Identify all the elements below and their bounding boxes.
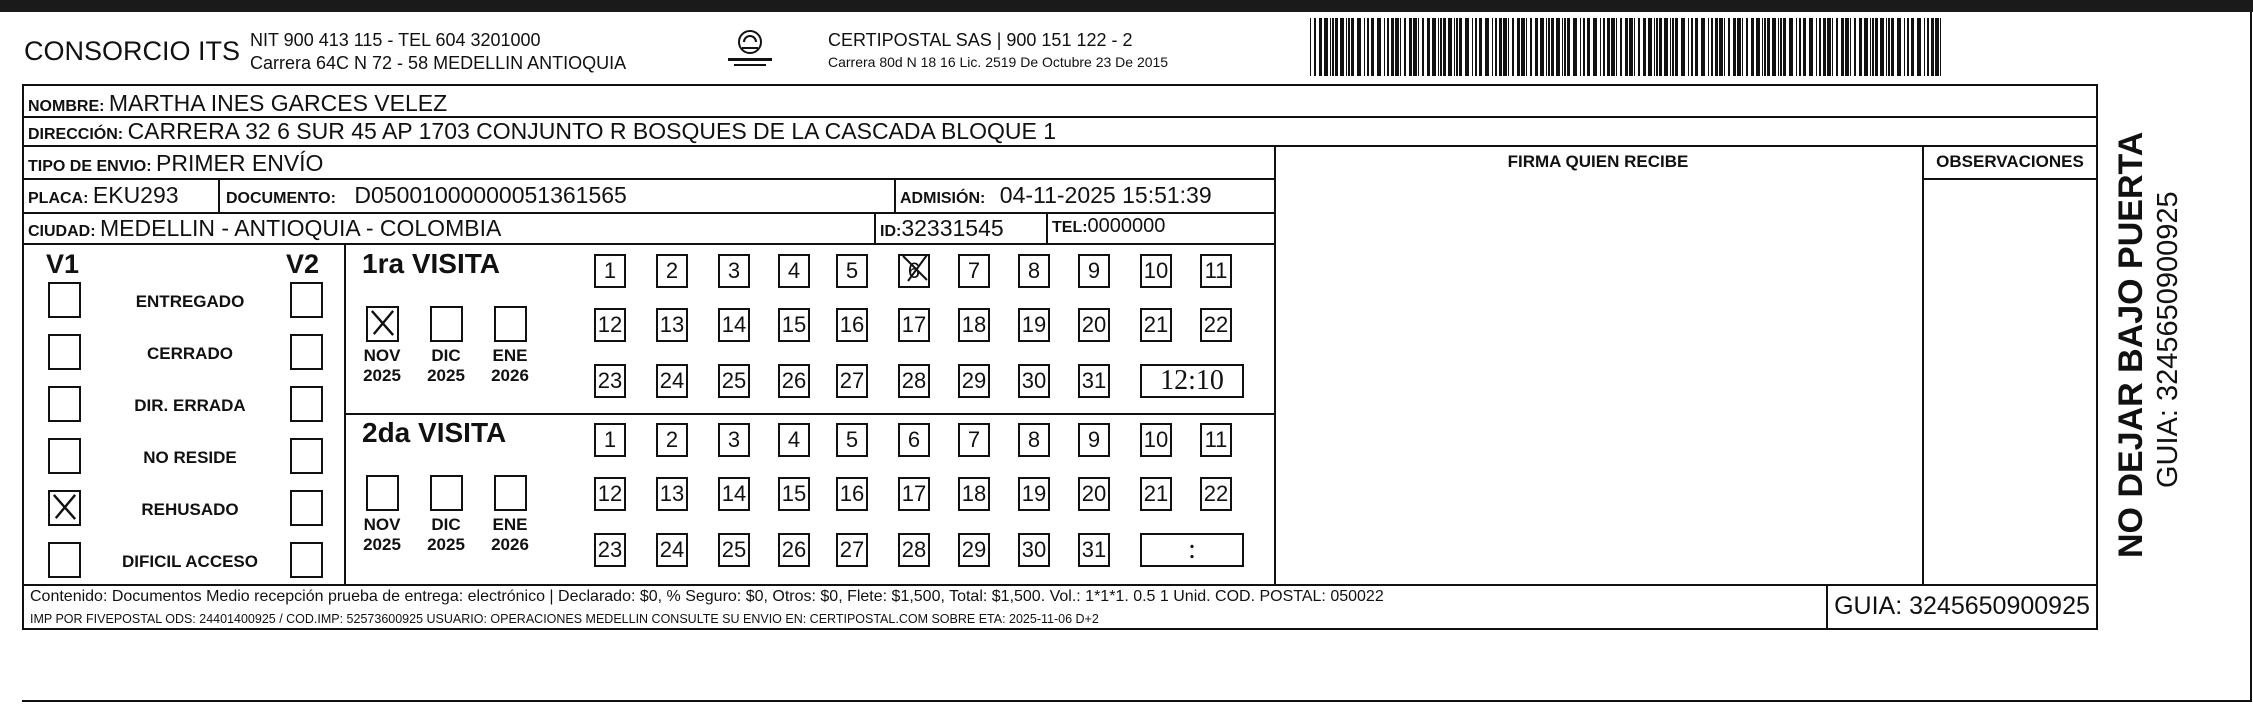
barcode-bar (1593, 18, 1597, 76)
day-box[interactable]: 16 (836, 477, 868, 511)
day-box[interactable]: 21 (1140, 477, 1172, 511)
day-box[interactable]: 8 (1018, 254, 1050, 288)
day-box[interactable]: 2 (656, 254, 688, 288)
barcode-bar (1340, 18, 1344, 76)
day-box[interactable]: 31 (1078, 533, 1110, 567)
day-box[interactable]: 30 (1018, 533, 1050, 567)
barcode-bar (1567, 18, 1570, 76)
status-label: CERRADO (147, 344, 233, 363)
month-name: ENE (492, 515, 528, 534)
barcode-bar (1377, 18, 1381, 76)
day-box[interactable]: 8 (1018, 423, 1050, 457)
side-guia: GUIA: 3245650900925 (2152, 191, 2184, 488)
barcode-bar (1816, 18, 1817, 76)
barcode-bar (1931, 18, 1934, 76)
barcode-bar (1616, 18, 1617, 76)
observations-area[interactable] (1926, 180, 2094, 580)
name-row (28, 90, 447, 117)
month-checkbox[interactable] (366, 306, 399, 342)
day-box[interactable]: 20 (1078, 477, 1110, 511)
barcode-bar (1485, 18, 1489, 76)
day-box[interactable]: 25 (718, 364, 750, 398)
barcode-bar (1809, 18, 1813, 76)
day-box[interactable]: 16 (836, 308, 868, 342)
recipient-tel: 0000000 (1087, 215, 1166, 237)
barcode-bar (1850, 18, 1851, 76)
barcode-bar (1859, 18, 1862, 76)
barcode-bar (1314, 18, 1316, 76)
barcode-bar (1715, 18, 1718, 76)
v1-checkbox[interactable] (48, 282, 81, 318)
v2-label: V2 (286, 249, 320, 279)
barcode-bar (1870, 18, 1871, 76)
day-box[interactable]: 25 (718, 533, 750, 567)
barcode-bar (1512, 18, 1514, 76)
barcode-bar (1384, 18, 1385, 76)
day-box[interactable]: 9 (1078, 423, 1110, 457)
month-checkbox[interactable] (430, 475, 463, 511)
imp-line: IMP POR FIVEPOSTAL ODS: 24401400925 / COD.IMP: 52573600925 USUARIO: OPERACIONES MEDELLIN CONSULTE SU ENVIO EN: CERTIPOSTAL.COM SOBRE ETA: 2025-11-06 D+2 (30, 612, 1099, 626)
month-year: 2026 (491, 535, 529, 554)
barcode-bar (1737, 18, 1741, 76)
day-box[interactable]: 12 (594, 477, 626, 511)
barcode-bar (1872, 18, 1874, 76)
day-box[interactable]: 13 (656, 477, 688, 511)
visit-title: 1ra VISITA (362, 248, 500, 279)
month-year: 2025 (363, 366, 401, 385)
barcode-bar (1711, 18, 1713, 76)
barcode-bar (1935, 18, 1939, 76)
barcode-bar (1629, 18, 1633, 76)
barcode-bar (1751, 18, 1754, 76)
barcode-bar (1475, 18, 1477, 76)
barcode-bar (1789, 18, 1793, 76)
barcode-bar (1319, 18, 1322, 76)
barcode-bar (1440, 18, 1442, 76)
barcode-bar (1911, 18, 1914, 76)
barcode-bar (1675, 18, 1678, 76)
ship-type: PRIMER ENVÍO (156, 150, 324, 176)
barcode-bar (1580, 18, 1581, 76)
name-label: NOMBRE: (28, 98, 105, 115)
day-box[interactable]: 3 (718, 254, 750, 288)
status-label: REHUSADO (141, 500, 239, 519)
day-box[interactable]: 3 (718, 423, 750, 457)
day-box[interactable]: 7 (958, 254, 990, 288)
barcode-bar (1917, 18, 1921, 76)
barcode-bar (1556, 18, 1560, 76)
barcode-bar (1535, 18, 1538, 76)
barcode-bar (1672, 18, 1674, 76)
barcode-bar (1803, 18, 1806, 76)
document-row (226, 182, 627, 209)
v1-checkbox[interactable] (48, 542, 81, 578)
certipostal-logo (720, 28, 780, 70)
v2-checkbox[interactable] (290, 334, 323, 370)
day-box[interactable]: 14 (718, 308, 750, 342)
barcode-bar (1746, 18, 1748, 76)
barcode-bar (1503, 18, 1507, 76)
recipient-id: 32331545 (901, 215, 1004, 241)
barcode-bar (1611, 18, 1615, 76)
day-box[interactable]: 29 (958, 364, 990, 398)
barcode-bar (1940, 18, 1941, 76)
id-row (880, 215, 1004, 242)
barcode-bar (1583, 18, 1585, 76)
day-box[interactable]: 29 (958, 533, 990, 567)
barcode-bar (1819, 18, 1821, 76)
company-nit: NIT 900 413 115 - TEL 604 3201000 (250, 30, 541, 50)
barcode-bar (1548, 18, 1550, 76)
barcode-bar (1587, 18, 1590, 76)
month-label (422, 515, 470, 555)
day-box[interactable]: 7 (958, 423, 990, 457)
plate-label: PLACA: (28, 190, 89, 207)
barcode-bar (1924, 18, 1925, 76)
barcode-bar (1772, 18, 1776, 76)
barcode-bar (1648, 18, 1652, 76)
status-label: DIR. ERRADA (134, 396, 246, 415)
barcode-bar (1733, 18, 1736, 76)
day-box[interactable]: 15 (778, 308, 810, 342)
barcode-bar (1875, 18, 1878, 76)
day-box[interactable]: 20 (1078, 308, 1110, 342)
day-box[interactable]: 18 (958, 308, 990, 342)
barcode-bar (1827, 18, 1831, 76)
barcode-bar (1395, 18, 1399, 76)
day-box[interactable]: 22 (1200, 308, 1232, 342)
barcode-bar (1634, 18, 1635, 76)
day-box[interactable]: 11 (1200, 423, 1232, 457)
barcode-bar (1310, 18, 1311, 76)
day-box[interactable]: 21 (1140, 308, 1172, 342)
barcode-bar (1348, 18, 1350, 76)
month-year: 2026 (491, 366, 529, 385)
day-box[interactable]: 26 (778, 364, 810, 398)
barcode-bar (1688, 18, 1689, 76)
month-name: DIC (431, 346, 461, 365)
barcode-bar (1413, 18, 1417, 76)
footer-guia: GUIA: 3245650900925 (1834, 592, 2090, 620)
barcode-bar (1357, 18, 1361, 76)
barcode-bar (1904, 18, 1905, 76)
address-label: DIRECCIÓN: (28, 126, 124, 143)
ship-type-label: TIPO DE ENVIO: (28, 158, 152, 175)
barcode-bar (1656, 18, 1658, 76)
contents-line: Contenido: Documentos Medio recepción prueba de entrega: electrónico | Declarado: $0, % Seguro: $0, Otros: $0, Flete: $1,500, Total: $1,500. Vol.: 1*1*1. 0.5 1 Unid. COD. POSTAL: 050022 (30, 588, 1384, 605)
barcode-bar (1346, 18, 1347, 76)
tel-row (1052, 215, 1165, 238)
status-label: ENTREGADO (135, 292, 245, 311)
month-label (486, 515, 534, 555)
status-label: NO RESIDE (143, 448, 237, 467)
v2-checkbox[interactable] (290, 542, 323, 578)
barcode-bar (1351, 18, 1354, 76)
v2-checkbox[interactable] (290, 282, 323, 318)
admission-row (900, 182, 1212, 209)
barcode-bar (1443, 18, 1446, 76)
day-box[interactable]: 12 (594, 308, 626, 342)
month-name: NOV (363, 515, 401, 534)
barcode-bar (1409, 18, 1412, 76)
day-box[interactable]: 31 (1078, 364, 1110, 398)
status-label: DIFICIL ACCESO (121, 552, 258, 571)
v2-checkbox[interactable] (290, 386, 323, 422)
day-box[interactable]: 23 (594, 364, 626, 398)
barcode-bar (1526, 18, 1527, 76)
barcode-bar (1625, 18, 1628, 76)
day-box[interactable]: 5 (836, 254, 868, 288)
day-box[interactable]: 22 (1200, 477, 1232, 511)
barcode-bar (1701, 18, 1705, 76)
day-box[interactable]: 10 (1140, 254, 1172, 288)
day-box[interactable]: 28 (898, 533, 930, 567)
day-box[interactable]: 6 (898, 254, 930, 288)
barcode-bar (1897, 18, 1901, 76)
v2-checkbox[interactable] (290, 490, 323, 526)
barcode-bar (1823, 18, 1826, 76)
barcode-bar (1927, 18, 1929, 76)
v1-checkbox[interactable] (48, 438, 81, 474)
barcode-bar (1479, 18, 1482, 76)
barcode-bar (1364, 18, 1365, 76)
barcode-bar (1540, 18, 1544, 76)
barcode-bar (1573, 18, 1577, 76)
recipient-address: CARRERA 32 6 SUR 45 AP 1703 CONJUNTO R BOSQUES DE LA CASCADA BLOQUE 1 (127, 118, 1057, 144)
tel-label: TEL: (1052, 219, 1088, 236)
day-box[interactable]: 30 (1018, 364, 1050, 398)
day-box[interactable]: 6 (898, 423, 930, 457)
barcode-bar (1600, 18, 1601, 76)
day-box[interactable]: 10 (1140, 423, 1172, 457)
barcode-bar (1695, 18, 1698, 76)
month-checkbox[interactable] (494, 306, 527, 342)
observations-header: OBSERVACIONES (1936, 152, 2084, 171)
day-box[interactable]: 19 (1018, 477, 1050, 511)
month-label (358, 515, 406, 555)
day-box[interactable]: 26 (778, 533, 810, 567)
document-label: DOCUMENTO: (226, 190, 336, 207)
barcode-bar (1638, 18, 1640, 76)
month-year: 2025 (363, 535, 401, 554)
barcode-bar (1404, 18, 1406, 76)
admission-label: ADMISIÓN: (900, 190, 986, 207)
barcode-bar (1438, 18, 1439, 76)
barcode-bar (1864, 18, 1868, 76)
barcode-bar (1465, 18, 1469, 76)
month-label (358, 346, 406, 386)
admission-date: 04-11-2025 15:51:39 (999, 182, 1212, 208)
city: MEDELLIN - ANTIOQUIA - COLOMBIA (100, 215, 502, 241)
barcode-bar (1708, 18, 1709, 76)
barcode-bar (1472, 18, 1473, 76)
barcode-bar (1742, 18, 1743, 76)
month-checkbox[interactable] (430, 306, 463, 342)
barcode-bar (1780, 18, 1782, 76)
v1-checkbox[interactable] (48, 386, 81, 422)
barcode-bar (1603, 18, 1605, 76)
barcode-bar (1459, 18, 1462, 76)
barcode-bar (1427, 18, 1430, 76)
barcode-bar (1551, 18, 1554, 76)
barcode-bar (1495, 18, 1497, 76)
day-box[interactable]: 4 (778, 423, 810, 457)
barcode-bar (1643, 18, 1646, 76)
time-box[interactable]: : (1140, 533, 1244, 567)
barcode-bar (1756, 18, 1760, 76)
barcode-bar (1670, 18, 1671, 76)
barcode-bar (1691, 18, 1693, 76)
day-box[interactable]: 19 (1018, 308, 1050, 342)
barcode-bar (1664, 18, 1668, 76)
barcode-bar (1620, 18, 1622, 76)
barcode-bar (1854, 18, 1856, 76)
barcode-bar (1607, 18, 1610, 76)
barcode-bar (1562, 18, 1563, 76)
barcode-bar (1332, 18, 1334, 76)
address-row (28, 118, 1056, 145)
plate: EKU293 (92, 182, 179, 208)
day-box[interactable]: 24 (656, 364, 688, 398)
recipient-name: MARTHA INES GARCES VELEZ (108, 90, 448, 116)
day-box[interactable]: 1 (594, 423, 626, 457)
day-box[interactable]: 13 (656, 308, 688, 342)
barcode-bar (1762, 18, 1763, 76)
city-row (28, 215, 501, 242)
barcode-bar (1907, 18, 1909, 76)
barcode-bar (1767, 18, 1770, 76)
barcode-bar (1530, 18, 1532, 76)
top-bar (0, 0, 2253, 12)
day-box[interactable]: 14 (718, 477, 750, 511)
v1-checkbox[interactable] (48, 334, 81, 370)
day-box[interactable]: 23 (594, 533, 626, 567)
barcode-bar (1400, 18, 1401, 76)
month-name: ENE (492, 346, 528, 365)
barcode-bar (1728, 18, 1730, 76)
barcode-bar (1454, 18, 1455, 76)
barcode-bar (1832, 18, 1833, 76)
barcode-bar (1517, 18, 1520, 76)
day-box[interactable]: 27 (836, 533, 868, 567)
barcode-bar (1880, 18, 1884, 76)
document-number: D05001000000051361565 (354, 182, 627, 208)
barcode-bar (1799, 18, 1801, 76)
signature-header: FIRMA QUIEN RECIBE (1507, 152, 1689, 171)
visit-title: 2da VISITA (362, 417, 507, 448)
day-box[interactable]: 1 (594, 254, 626, 288)
month-year: 2025 (427, 366, 465, 385)
barcode-bar (1324, 18, 1328, 76)
barcode-bar (1841, 18, 1844, 76)
company-name: CONSORCIO ITS (24, 36, 241, 66)
plate-row (28, 182, 179, 209)
month-checkbox[interactable] (366, 475, 399, 511)
barcode-bar (1719, 18, 1723, 76)
barcode-bar (1546, 18, 1547, 76)
month-name: NOV (363, 346, 401, 365)
day-box[interactable]: 27 (836, 364, 868, 398)
city-label: CIUDAD: (28, 223, 96, 240)
barcode-bar (1387, 18, 1389, 76)
barcode-bar (1845, 18, 1849, 76)
barcode-bar (1783, 18, 1786, 76)
barcode-bar (1659, 18, 1662, 76)
barcode-bar (1654, 18, 1655, 76)
barcode-bar (1764, 18, 1766, 76)
barcode-bar (1367, 18, 1369, 76)
v1-label: V1 (46, 249, 80, 279)
month-name: DIC (431, 515, 461, 534)
v2-checkbox[interactable] (290, 438, 323, 474)
month-label (422, 346, 470, 386)
signature-area[interactable] (1280, 180, 1920, 580)
carrier-license: Carrera 80d N 18 16 Lic. 2519 De Octubre 23 De 2015 (828, 54, 1169, 70)
day-box[interactable]: 15 (778, 477, 810, 511)
v1-checkbox[interactable] (48, 490, 81, 526)
barcode-bar (1836, 18, 1838, 76)
day-box[interactable]: 4 (778, 254, 810, 288)
barcode-bar (1778, 18, 1779, 76)
barcode-bar (1681, 18, 1685, 76)
barcode-bar (1391, 18, 1394, 76)
barcode-bar (1422, 18, 1424, 76)
barcode-bar (1456, 18, 1458, 76)
day-box[interactable]: 9 (1078, 254, 1110, 288)
barcode-bar (1724, 18, 1725, 76)
barcode-bar (1796, 18, 1797, 76)
barcode (1310, 18, 1944, 76)
month-label (486, 346, 534, 386)
day-box[interactable]: 17 (898, 477, 930, 511)
barcode-bar (1508, 18, 1509, 76)
barcode-bar (1418, 18, 1419, 76)
day-box[interactable]: 5 (836, 423, 868, 457)
barcode-bar (1888, 18, 1890, 76)
time-box[interactable]: 12:10 (1140, 364, 1244, 398)
barcode-bar (1492, 18, 1493, 76)
day-box[interactable]: 17 (898, 308, 930, 342)
barcode-bar (1886, 18, 1887, 76)
barcode-bar (1432, 18, 1436, 76)
company-address: Carrera 64C N 72 - 58 MEDELLIN ANTIOQUIA (250, 53, 627, 73)
month-year: 2025 (427, 535, 465, 554)
barcode-bar (1521, 18, 1525, 76)
barcode-bar (1564, 18, 1566, 76)
day-box[interactable]: 2 (656, 423, 688, 457)
day-box[interactable]: 24 (656, 533, 688, 567)
barcode-bar (1891, 18, 1894, 76)
barcode-bar (1499, 18, 1502, 76)
barcode-bar (1335, 18, 1338, 76)
day-box[interactable]: 11 (1200, 254, 1232, 288)
day-box[interactable]: 28 (898, 364, 930, 398)
side-warning: NO DEJAR BAJO PUERTA (2112, 131, 2150, 558)
id-label: ID: (880, 223, 902, 240)
month-checkbox[interactable] (494, 475, 527, 511)
day-box[interactable]: 18 (958, 477, 990, 511)
barcode-bar (1371, 18, 1374, 76)
ship-type-row (28, 150, 323, 177)
barcode-bar (1330, 18, 1331, 76)
carrier-name: CERTIPOSTAL SAS | 900 151 122 - 2 (828, 30, 1133, 50)
barcode-bar (1448, 18, 1452, 76)
